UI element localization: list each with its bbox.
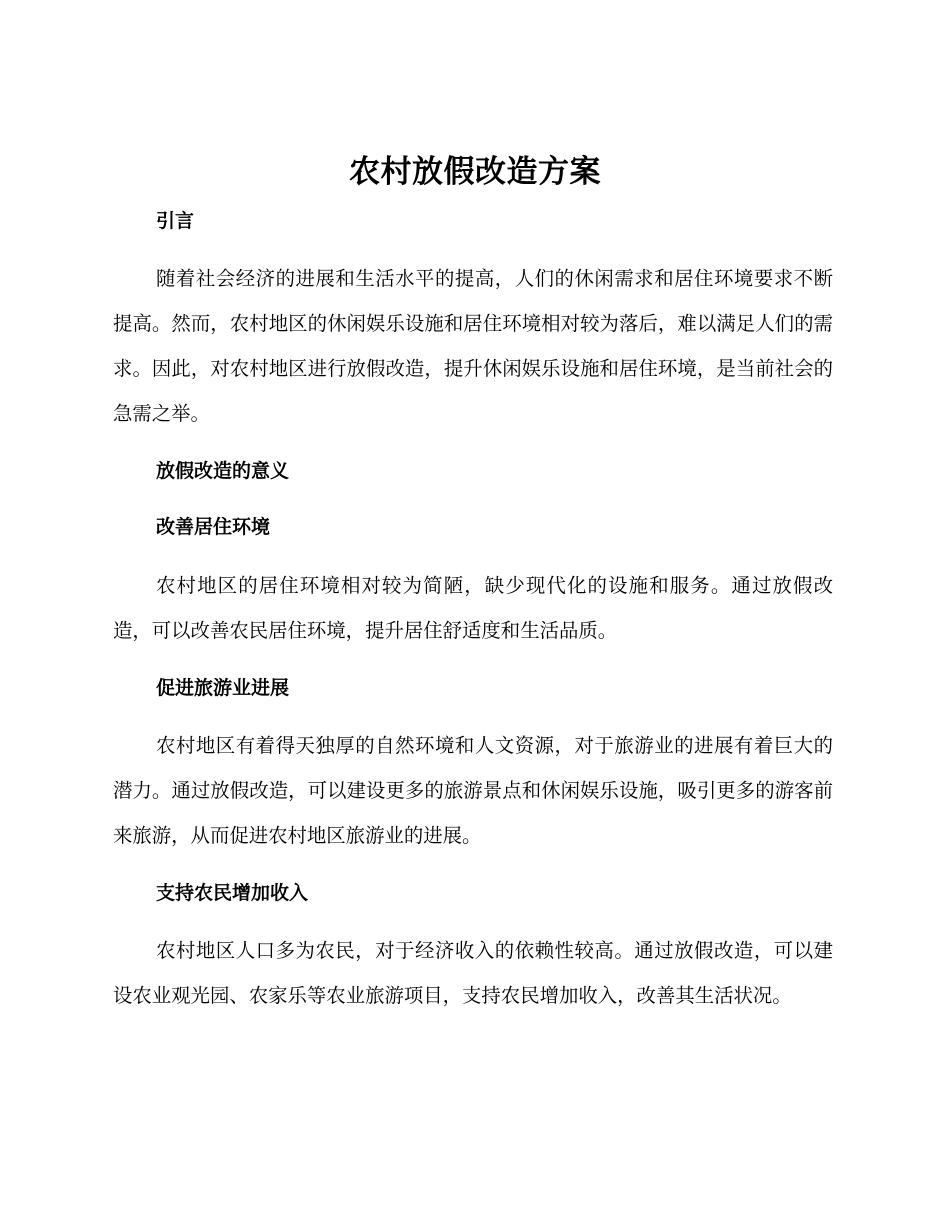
- paragraph-tourism: 农村地区有着得天独厚的自然环境和人文资源，对于旅游业的进展有着巨大的潜力。通过放假改造，可以建设更多的旅游景点和休闲娱乐设施，吸引更多的游客前来旅游，从而促进农村地区旅游业的进展。: [113, 734, 833, 847]
- paragraph-living-environment: 农村地区的居住环境相对较为简陋，缺少现代化的设施和服务。通过放假改造，可以改善农民居住环境，提升居住舒适度和生活品质。: [113, 574, 833, 642]
- section-heading-tourism: 促进旅游业进展: [156, 677, 290, 699]
- paragraph-introduction: 随着社会经济的进展和生活水平的提高，人们的休闲需求和居住环境要求不断提高。然而，农村地区的休闲娱乐设施和居住环境相对较为落后，难以满足人们的需求。因此，对农村地区进行放假改造，提升休闲娱乐设施和居住环境，是当前社会的急需之举。: [113, 267, 833, 425]
- section-heading-farmer-income: 支持农民增加收入: [156, 882, 309, 904]
- section-heading-introduction: 引言: [156, 210, 195, 232]
- section-heading-significance: 放假改造的意义: [156, 460, 290, 482]
- section-heading-living-environment: 改善居住环境: [156, 516, 271, 538]
- document-title: 农村放假改造方案: [349, 154, 601, 190]
- paragraph-farmer-income: 农村地区人口多为农民，对于经济收入的依赖性较高。通过放假改造，可以建设农业观光园、农家乐等农业旅游项目，支持农民增加收入，改善其生活状况。: [113, 939, 833, 1007]
